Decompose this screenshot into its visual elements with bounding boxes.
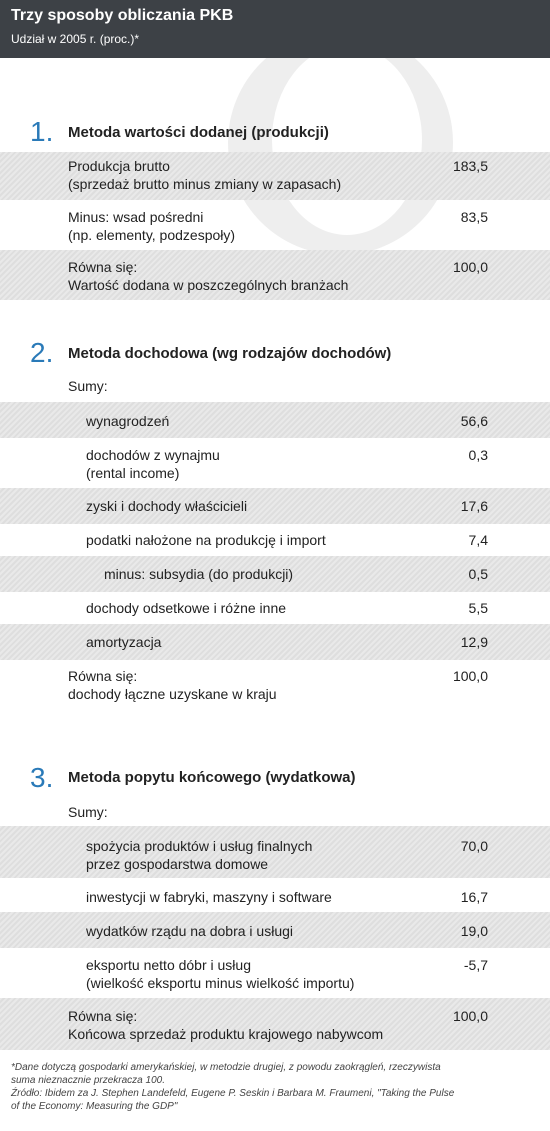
row-value: 183,5 [452, 158, 488, 174]
total-value: 100,0 [452, 1008, 488, 1024]
row-label: zyski i dochody właścicieli [86, 498, 248, 514]
row-value: 100,0 [452, 259, 488, 275]
row-label: wynagrodzeń [86, 413, 170, 429]
row-label: dochody odsetkowe i różne inne [86, 600, 287, 616]
row-value: 17,6 [460, 498, 488, 514]
row-value: -5,7 [463, 957, 488, 973]
row-value: 83,5 [460, 209, 488, 225]
section-1-number: 1. [30, 116, 54, 147]
row-value: 12,9 [460, 634, 488, 650]
row-label: Równa się: Wartość dodana w poszczególnych branżach [68, 259, 349, 293]
sums-label: Sumy: [68, 804, 108, 820]
sums-label: Sumy: [68, 378, 108, 394]
section-1-title: Metoda wartości dodanej (produkcji) [68, 124, 329, 141]
row-label: Produkcja brutto (sprzedaż brutto minus zmiany w zapasach) [68, 158, 342, 192]
page-title: Trzy sposoby obliczania PKB [11, 7, 234, 24]
row-value: 7,4 [468, 532, 488, 548]
total-label: Równa się: dochody łączne uzyskane w kraju [68, 668, 277, 702]
row-value: 5,5 [468, 600, 488, 616]
section-3-number: 3. [30, 762, 54, 793]
row-label: podatki nałożone na produkcję i import [86, 532, 326, 548]
row-value: 0,5 [468, 566, 488, 582]
section-2-title: Metoda dochodowa (wg rodzajów dochodów) [68, 345, 392, 362]
section-2-number: 2. [30, 337, 54, 368]
page-subtitle: Udział w 2005 r. (proc.)* [11, 32, 140, 46]
row-label: eksportu netto dóbr i usług (wielkość eksportu minus wielkość importu) [86, 957, 355, 991]
row-label: wydatków rządu na dobra i usługi [86, 923, 294, 939]
header-bar [0, 0, 550, 58]
row-label: inwestycji w fabryki, maszyny i software [86, 889, 332, 905]
row-label: dochodów z wynajmu (rental income) [86, 447, 220, 481]
footnote: *Dane dotyczą gospodarki amerykańskiej, w metodzie drugiej, z powodu zaokrągleń, rzeczywista suma nieznacznie przekracza 100. Źródło: Ibidem za J. Stephen Landefeld, Eugene P. Seskin i Barbara M. Fraumeni, "Taking the Pulse of the Economy: Measuring the GDP" [11, 1062, 455, 1112]
row-label: Minus: wsad pośredni (np. elementy, podzespoły) [68, 209, 236, 243]
row-value: 0,3 [468, 447, 488, 463]
row-value: 70,0 [460, 838, 488, 854]
row-value: 16,7 [460, 889, 488, 905]
row-label: amortyzacja [86, 634, 162, 650]
section-3-title: Metoda popytu końcowego (wydatkowa) [68, 769, 356, 786]
row-value: 56,6 [460, 413, 488, 429]
total-value: 100,0 [452, 668, 488, 684]
row-value: 19,0 [460, 923, 488, 939]
row-label: minus: subsydia (do produkcji) [104, 566, 294, 582]
row-label: spożycia produktów i usług finalnych przez gospodarstwa domowe [86, 838, 313, 872]
total-label: Równa się: Końcowa sprzedaż produktu krajowego nabywcom [68, 1008, 384, 1042]
